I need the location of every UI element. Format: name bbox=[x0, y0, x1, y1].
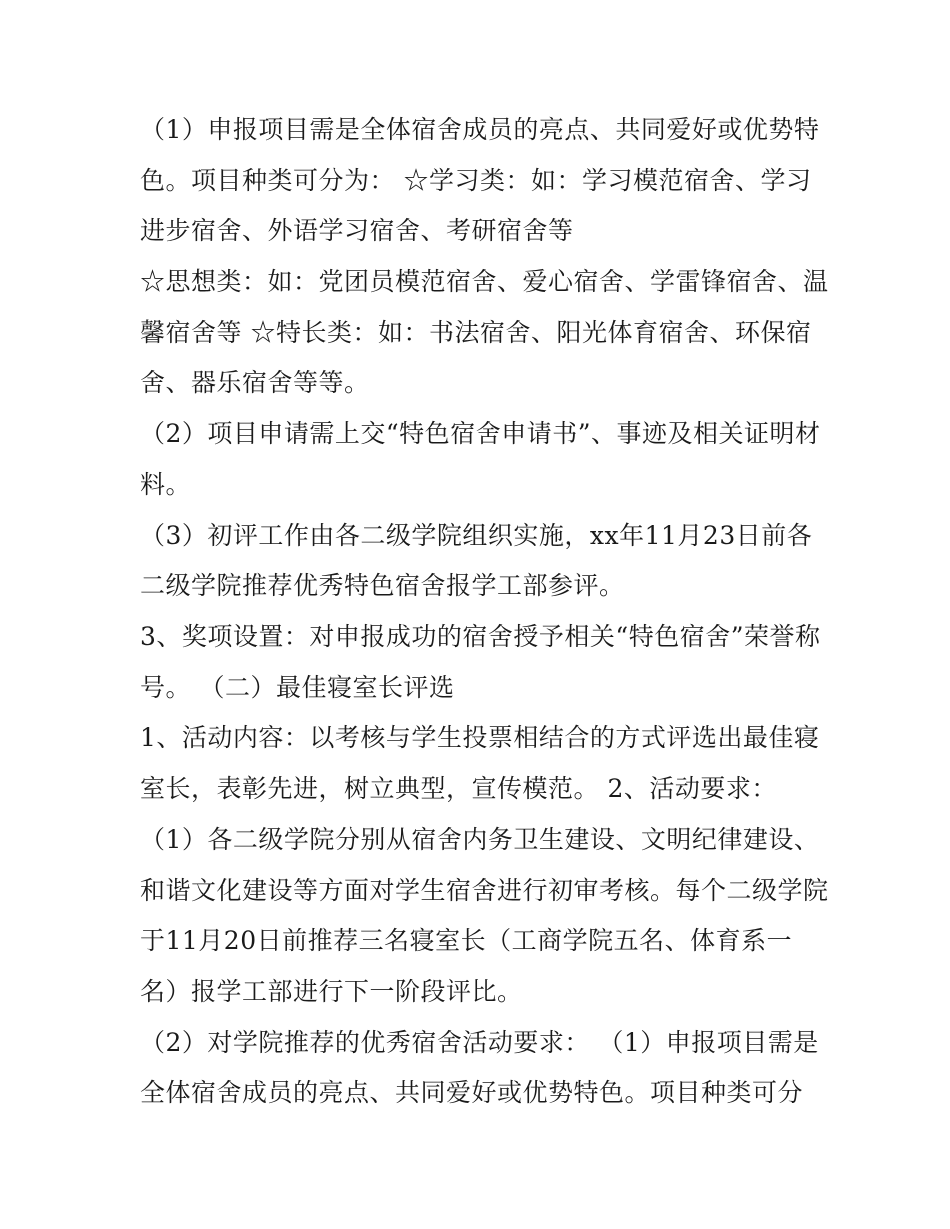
text-line: 名）报学工部进行下一阶段评比。 bbox=[140, 977, 523, 1006]
text-line: （1）各二级学院分别从宿舍内务卫生建设、文明纪律建设、 bbox=[140, 825, 820, 854]
text-line: （1）申报项目需是全体宿舍成员的亮点、共同爱好或优势特 bbox=[140, 115, 820, 144]
text-line: 色。项目种类可分为： ☆学习类：如：学习模范宿舍、学习 bbox=[140, 166, 812, 195]
text-line: 号。 （二）最佳寝室长评选 bbox=[140, 673, 455, 702]
text-line: ☆思想类：如：党团员模范宿舍、爱心宿舍、学雷锋宿舍、温 bbox=[140, 267, 829, 296]
text-line: 和谐文化建设等方面对学生宿舍进行初审考核。每个二级学院 bbox=[140, 876, 829, 905]
text-line: 二级学院推荐优秀特色宿舍报学工部参评。 bbox=[140, 571, 625, 600]
text-line: 料。 bbox=[140, 470, 192, 499]
text-line: 全体宿舍成员的亮点、共同爱好或优势特色。项目种类可分 bbox=[140, 1078, 804, 1107]
text-line: （3）初评工作由各二级学院组织实施，xx年11月23日前各 bbox=[140, 521, 813, 550]
text-line: （2）项目申请需上交“特色宿舍申请书”、事迹及相关证明材 bbox=[140, 419, 821, 448]
text-line: 进步宿舍、外语学习宿舍、考研宿舍等 bbox=[140, 216, 574, 245]
text-line: （2）对学院推荐的优秀宿舍活动要求： （1）申报项目需是 bbox=[140, 1028, 819, 1057]
text-line: 室长，表彰先进，树立典型，宣传模范。 2、活动要求： bbox=[140, 774, 777, 803]
text-line: 馨宿舍等 ☆特长类：如：书法宿舍、阳光体育宿舍、环保宿 bbox=[140, 318, 812, 347]
text-line: 舍、器乐宿舍等等。 bbox=[140, 368, 370, 397]
text-line: 1、活动内容：以考核与学生投票相结合的方式评选出最佳寝 bbox=[140, 723, 820, 752]
text-line: 于11月20日前推荐三名寝室长（工商学院五名、体育系一 bbox=[140, 926, 793, 955]
text-line: 3、奖项设置：对申报成功的宿舍授予相关“特色宿舍”荣誉称 bbox=[140, 622, 821, 651]
